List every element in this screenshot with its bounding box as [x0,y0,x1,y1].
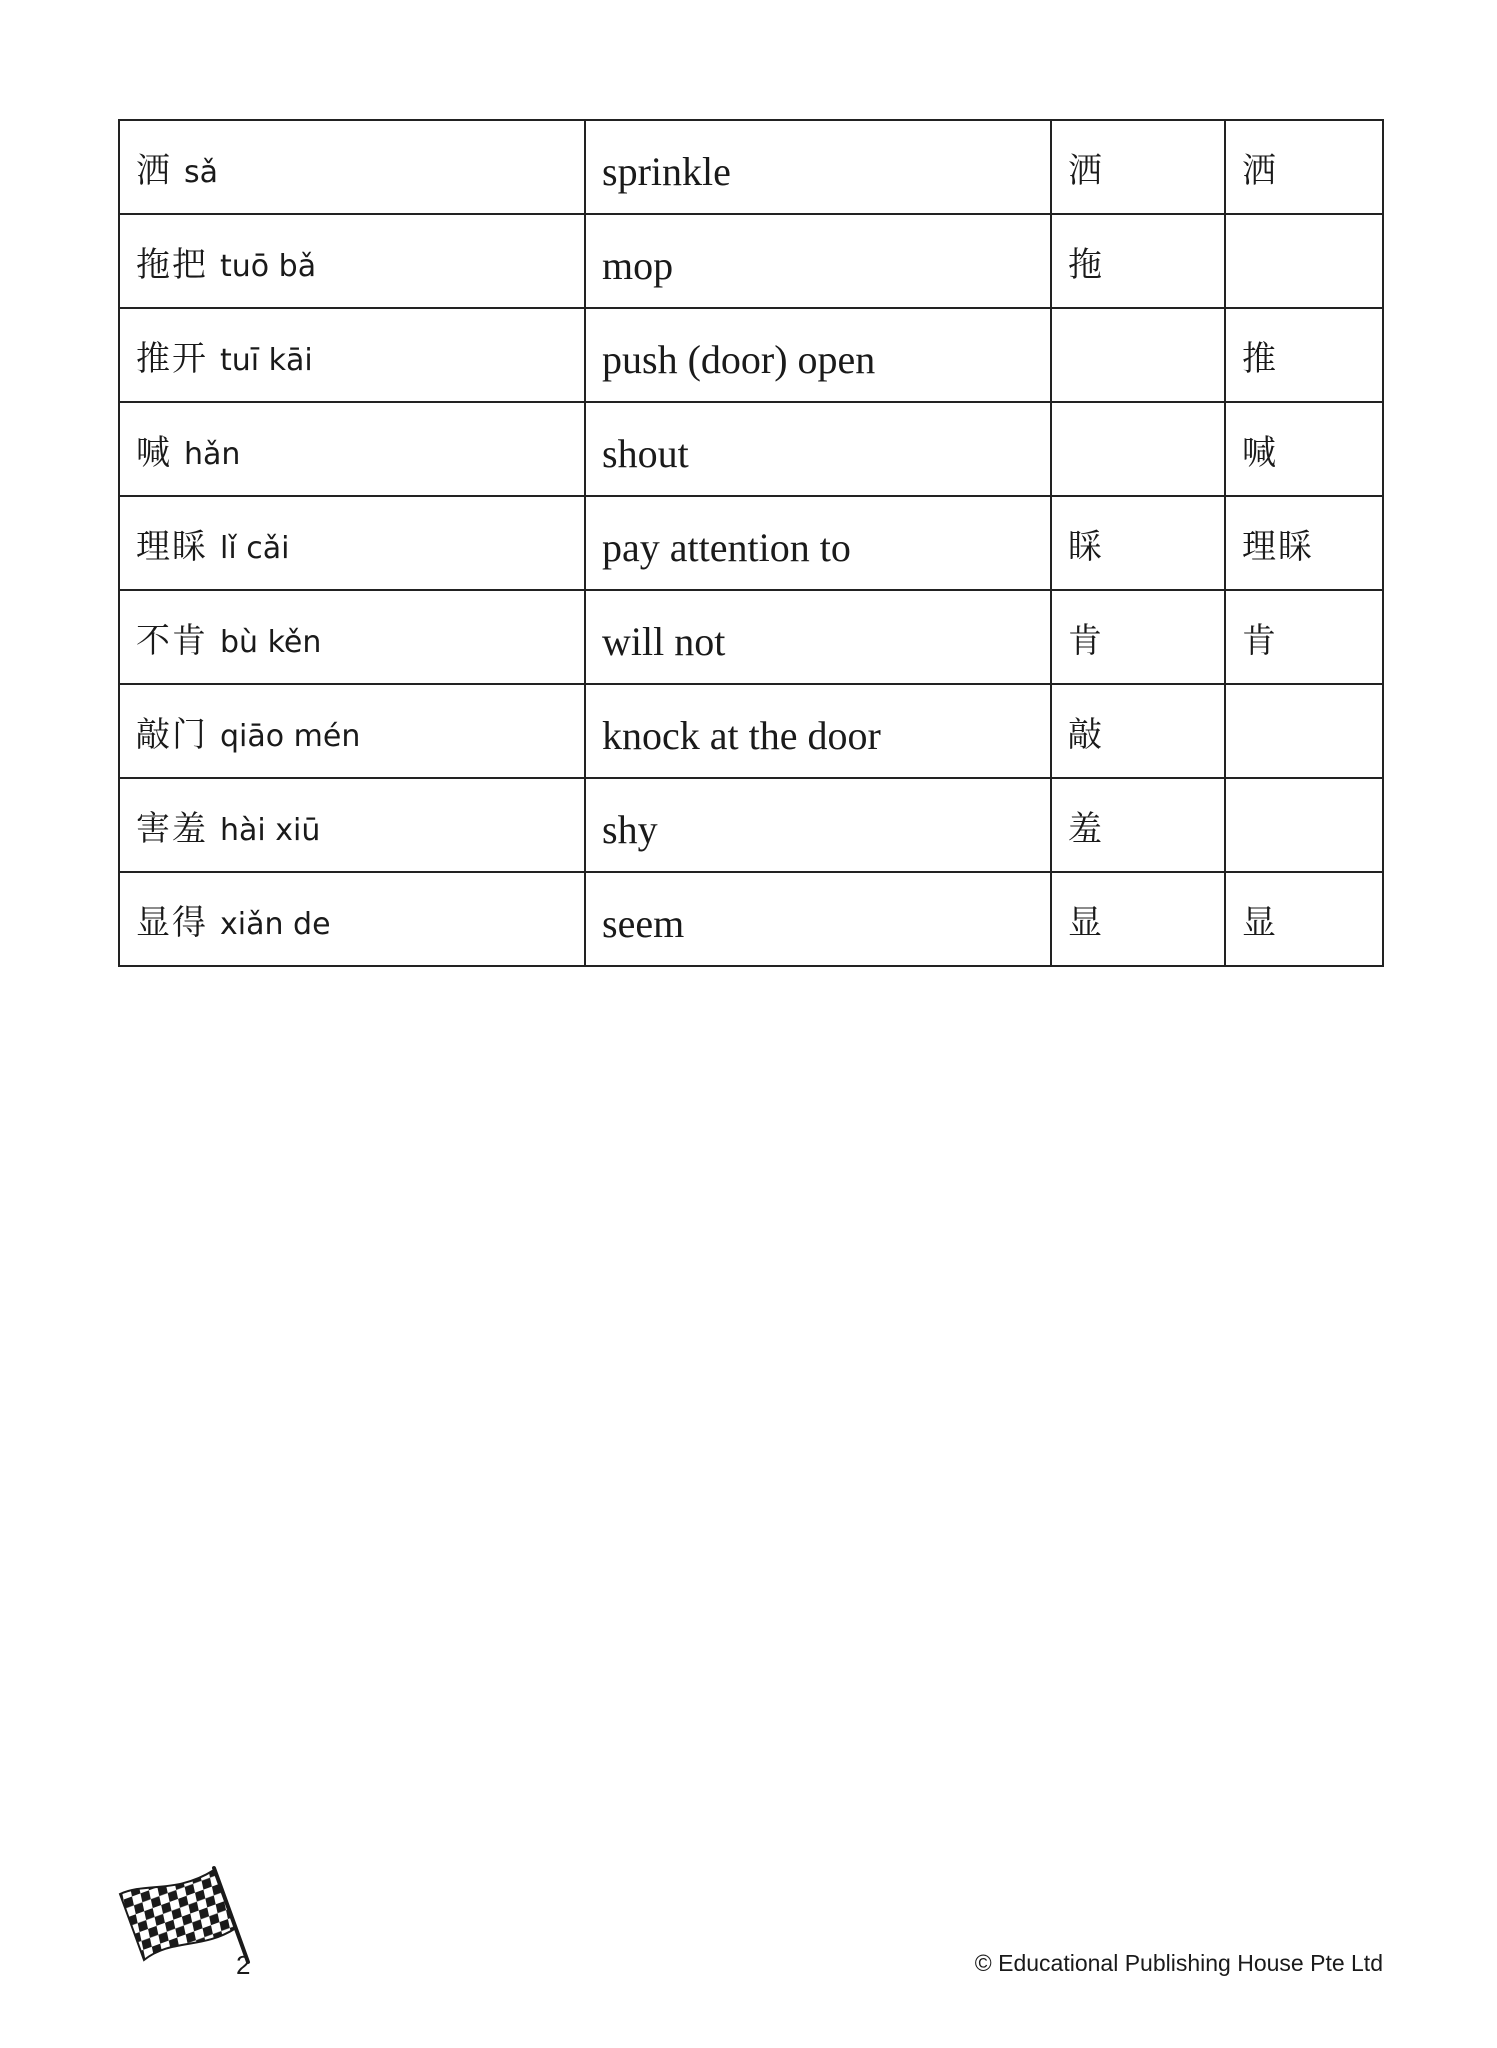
pinyin: lǐ cǎi [220,530,290,566]
character-cell-2 [1225,684,1383,778]
english-meaning: seem [602,900,685,946]
meaning-cell [585,872,1051,966]
hanzi-word: 害羞 [136,808,208,849]
english-meaning: pay attention to [602,524,851,570]
word-cell [119,402,585,496]
english-meaning: mop [602,242,674,288]
hanzi-word: 不肯 [136,620,208,661]
english-meaning: sprinkle [602,148,731,194]
character-cell-2 [1225,778,1383,872]
character-cell-1: 睬 [1051,496,1225,590]
meaning-cell [585,590,1051,684]
hanzi-word: 拖把 [136,244,208,285]
english-meaning: knock at the door [602,712,881,758]
character-cell-2: 推 [1225,308,1383,402]
table-row [119,872,1383,966]
pinyin: sǎ [184,154,219,190]
page-number: 2 [236,1950,251,1980]
pinyin: hài xiū [220,812,321,848]
word-cell [119,684,585,778]
table-row [119,778,1383,872]
word-cell [119,590,585,684]
copyright-notice: © Educational Publishing House Pte Ltd [974,1950,1383,1976]
character-cell-2 [1225,214,1383,308]
character-cell-1: 敲 [1051,684,1225,778]
word-cell [119,120,585,214]
table-row [119,590,1383,684]
word-cell [119,496,585,590]
character-cell-1: 拖 [1051,214,1225,308]
pinyin: tuī kāi [220,342,313,378]
word-cell [119,214,585,308]
hanzi-word: 洒 [136,150,172,191]
meaning-cell [585,214,1051,308]
table-row [119,214,1383,308]
character-cell-1: 显 [1051,872,1225,966]
character-cell-2: 洒 [1225,120,1383,214]
table-row [119,402,1383,496]
meaning-cell [585,120,1051,214]
table-row [119,684,1383,778]
hanzi-word: 显得 [136,902,208,943]
character-cell-2: 喊 [1225,402,1383,496]
meaning-cell [585,308,1051,402]
pinyin: xiǎn de [220,906,331,942]
pinyin: bù kěn [220,624,322,660]
character-cell-1 [1051,308,1225,402]
english-meaning: push (door) open [602,336,876,382]
hanzi-word: 推开 [136,338,208,379]
english-meaning: will not [602,618,726,664]
character-cell-1: 洒 [1051,120,1225,214]
pinyin: tuō bǎ [220,248,317,284]
pinyin: qiāo mén [220,718,361,754]
meaning-cell [585,402,1051,496]
word-cell [119,872,585,966]
meaning-cell [585,684,1051,778]
character-cell-2: 肯 [1225,590,1383,684]
english-meaning: shy [602,806,658,852]
checkered-flag-icon [116,1864,256,1974]
character-cell-2: 理睬 [1225,496,1383,590]
character-cell-2: 显 [1225,872,1383,966]
hanzi-word: 理睬 [136,526,208,567]
vocabulary-table [118,119,1384,967]
english-meaning: shout [602,430,689,476]
table-row [119,308,1383,402]
word-cell [119,308,585,402]
table-row [119,120,1383,214]
character-cell-1 [1051,402,1225,496]
meaning-cell [585,778,1051,872]
hanzi-word: 喊 [136,432,172,473]
character-cell-1: 肯 [1051,590,1225,684]
character-cell-1: 羞 [1051,778,1225,872]
hanzi-word: 敲门 [136,714,208,755]
word-cell [119,778,585,872]
pinyin: hǎn [184,436,241,472]
meaning-cell [585,496,1051,590]
table-row [119,496,1383,590]
